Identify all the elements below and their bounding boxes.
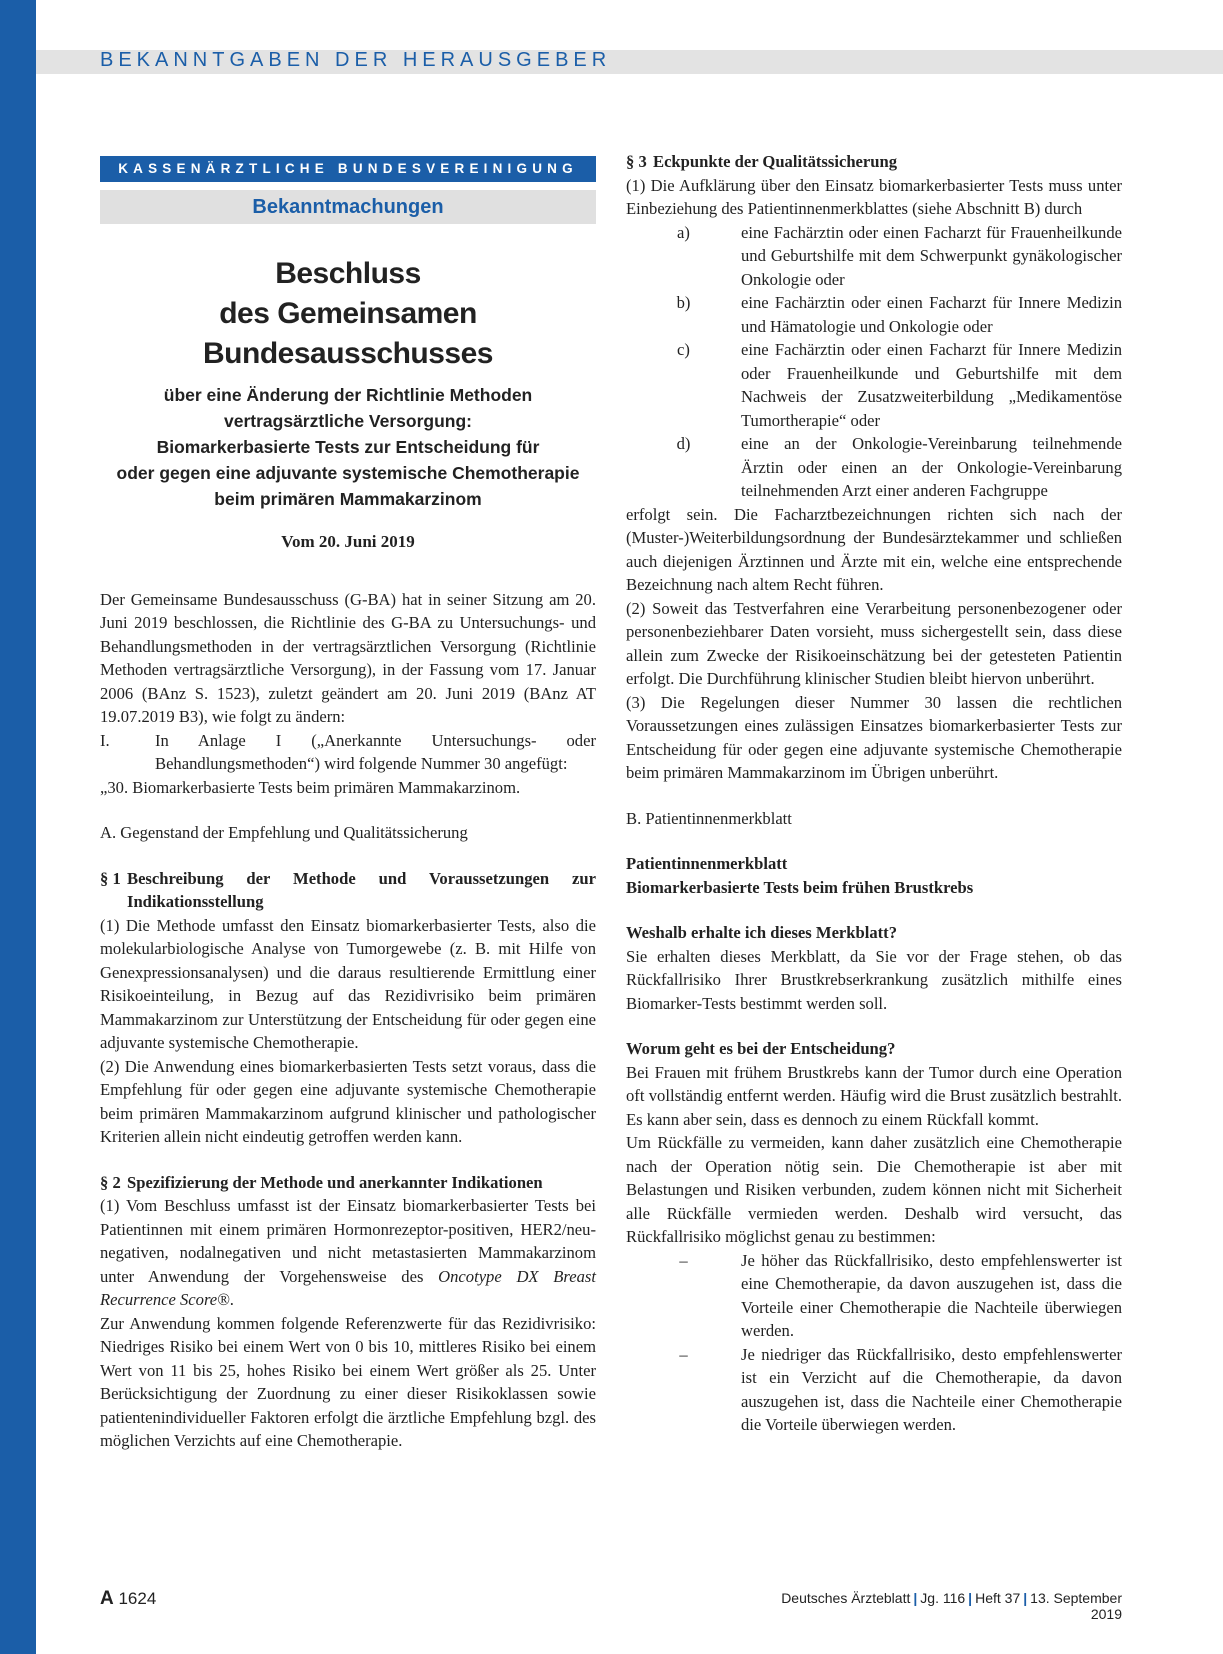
answer-2-paragraph-2: Um Rückfälle zu vermeiden, kann daher zusätzlich eine Chemotherapie nach der Operation nötig sein. Die Chemotherapie ist aber mit Belastungen und Risiken verbunden, zudem können nicht mit Sicherheit alle Rückfälle vermieden werden. Deshalb wird versucht, das Rückfallrisiko möglichst genau zu bestimmen: [626, 1133, 1122, 1246]
s3-paragraph-1-end: erfolgt sein. Die Facharztbezeichnungen richten sich nach der (Muster-)Weiterbildungsordnung der Bundesärztekammer und schließen auch diejenigen Ärztinnen und Ärzte mit ein, welche eine entsprechende Bezeichnung nach altem Recht führen. [626, 504, 1122, 594]
journal-volume: Jg. 116 [920, 1590, 966, 1606]
list-item-text: eine Fachärztin oder einen Facharzt für Frauenheilkunde und Geburtshilfe mit dem Schwerpunkt gynäkologischer Onkologie oder [741, 222, 1122, 289]
s3-paragraph-1: (1) Die Aufklärung über den Einsatz biomarkerbasierter Tests muss unter Einbeziehung des Patientinnenmerkblattes (siehe Abschnitt B) durch [626, 175, 1122, 218]
page-number-value: 1624 [118, 1589, 157, 1608]
bullet-item [626, 1343, 1122, 1437]
leaflet-title-2: Biomarkerbasierte Tests beim frühen Brustkrebs [626, 877, 974, 897]
subtitle-line: vertragsärztliche Versorgung: [224, 411, 472, 431]
s3-paragraph-2: (2) Soweit das Testverfahren eine Verarbeitung personenbezogener oder personenbeziehbarer Daten vorsieht, muss sichergestellt sein, dass diese allein zum Zwecke der Risikoeinschätzung bei der getesteten Patientin erfolgt. Die Durchführung klinischer Studien bleibt hiervon unberührt. [626, 598, 1122, 688]
amendment-text: In Anlage I („Anerkannte Untersuchungs- oder Behandlungsmethoden“) wird folgende Nummer 30 angefügt: [155, 730, 596, 773]
journal-issue: Heft 37 [975, 1590, 1021, 1606]
list-item-label: a) [677, 222, 690, 242]
s2-paragraph-2: Zur Anwendung kommen folgende Referenzwerte für das Rezidivrisiko: Niedriges Risiko bei einem Wert von 0 bis 10, mittleres Risiko bei einem Wert von 11 bis 25, hohes Risiko bei einem Wert größer als 25. Unter Berücksichtigung der Zuordnung zu einer dieser Risikoklassen sowie patientenindividueller Faktoren erfolgt die ärztliche Empfehlung bzgl. des möglichen Verzichts auf eine Chemotherapie. [100, 1313, 596, 1450]
section-header: BEKANNTGABEN DER HERAUSGEBER [100, 49, 612, 71]
list-item [626, 338, 1122, 432]
subtitle-line: Biomarkerbasierte Tests zur Entscheidung für [156, 437, 540, 457]
s2-label: § 2 [100, 1172, 121, 1192]
journal-date: 13. September 2019 [1030, 1590, 1122, 1622]
list-item [626, 291, 1122, 338]
section-banner: Bekanntmachungen [100, 190, 596, 224]
bullet-dash: – [679, 1250, 688, 1270]
test-name: Oncotype DX Breast Recurrence Score® [100, 1266, 596, 1309]
page-title [100, 254, 596, 374]
s3-label: § 3 [626, 152, 647, 171]
list-item-label: d) [676, 434, 691, 453]
title-line-2: des Gemeinsamen Bundesausschusses [203, 297, 493, 370]
subtitle [100, 382, 596, 512]
amendment-quote: „30. Biomarkerbasierte Tests beim primären Mammakarzinom. [100, 777, 521, 797]
list-item-label: c) [677, 340, 690, 359]
s2-paragraph-1-text: (1) Vom Beschluss umfasst ist der Einsatz biomarkerbasierter Tests bei Patientinnen mit einem primären Hormonrezeptor-positiven, HER2/neu-negativen, nodalnegativen und nicht metastasierten Mammakarzinom unter Anwendung der Vorgehensweise des [100, 1196, 596, 1286]
page-number [100, 1588, 156, 1610]
subtitle-line: beim primären Mammakarzinom [214, 489, 482, 509]
divider: | [1023, 1590, 1028, 1606]
bullet-dash: – [679, 1344, 688, 1364]
list-item-label: b) [676, 293, 691, 312]
question-2: Worum geht es bei der Entscheidung? [626, 1039, 896, 1058]
s3-paragraph-3: (3) Die Regelungen dieser Nummer 30 lassen die rechtlichen Voraussetzungen eines zulässigen Einsatzes biomarkerbasierter Tests zur Entscheidung für oder gegen eine adjuvante systemische Chemotherapie beim primären Mammakarzinom im Übrigen unberührt. [626, 692, 1122, 782]
list-item-text: eine Fachärztin oder einen Facharzt für Innere Medizin oder Frauenheilkunde und Geburtshilfe mit dem Nachweis der Zusatzweiterbildung „Medikamentöse Tumortherapie“ oder [741, 340, 1122, 430]
section-a-heading: A. Gegenstand der Empfehlung und Qualitätssicherung [100, 823, 468, 842]
divider: | [913, 1590, 918, 1606]
journal-name: Deutsches Ärzteblatt [781, 1590, 911, 1606]
answer-2-paragraph-1: Bei Frauen mit frühem Brustkrebs kann der Tumor durch eine Operation oft vollständig entfernt werden. Häufig wird die Brust zusätzlich bestrahlt. Es kann aber sein, dass es dennoch zu einem Rückfall kommt. [626, 1062, 1122, 1129]
subtitle-line: oder gegen eine adjuvante systemische Chemotherapie [116, 463, 580, 483]
s2-paragraph-1-end: . [229, 1290, 234, 1309]
s3-title: Eckpunkte der Qualitätssicherung [653, 152, 898, 171]
leaflet-title-1: Patientinnenmerkblatt [626, 854, 788, 873]
answer-1: Sie erhalten dieses Merkblatt, da Sie vor der Frage stehen, ob das Rückfallrisiko Ihrer Brustkrebserkrankung zusätzlich mithilfe eines Biomarker-Tests bestimmt werden soll. [626, 946, 1122, 1013]
right-column [626, 150, 1122, 1437]
divider: | [968, 1590, 973, 1606]
title-line-1: Beschluss [275, 257, 421, 290]
s1-paragraph-1: (1) Die Methode umfasst den Einsatz biomarkerbasierter Tests, also die molekularbiologische Analyse von Tumorgewebe (z. B. mit Hilfe von Genexpressionsanalysen) und die daraus resultierende Ermittlung einer Risikoeinteilung, in Bezug auf das Rezidivrisiko beim primären Mammakarzinom zur Unterstützung der Entscheidung für oder gegen eine adjuvante systemische Chemotherapie. [100, 915, 596, 1052]
section-b-heading: B. Patientinnenmerkblatt [626, 808, 792, 828]
list-item-text: eine an der Onkologie-Vereinbarung teilnehmende Ärztin oder einen an der Onkologie-Vereinbarung teilnehmenden Arzt einer anderen Fachgruppe [741, 434, 1122, 500]
amendment-item [100, 729, 596, 776]
amendment-label: I. [100, 730, 110, 750]
s3-heading [626, 150, 1122, 174]
resolution-date: Vom 20. Juni 2019 [281, 532, 415, 551]
org-banner: KASSENÄRZTLICHE BUNDESVEREINIGUNG [100, 156, 596, 182]
s1-paragraph-2: (2) Die Anwendung eines biomarkerbasierten Tests setzt voraus, dass die Empfehlung für oder gegen eine adjuvante systemische Chemotherapie beim primären Mammakarzinom aufgrund klinischer und pathologischer Kriterien allein nicht eindeutig getroffen werden kann. [100, 1056, 596, 1146]
bullet-text: Je höher das Rückfallrisiko, desto empfehlenswerter ist eine Chemotherapie, da davon auszugehen ist, dass die Vorteile einer Chemotherapie die Nachteile überwiegen werden. [741, 1250, 1122, 1340]
list-item [626, 221, 1122, 292]
s2-paragraph-1 [100, 1194, 596, 1312]
intro-paragraph: Der Gemeinsame Bundesausschuss (G-BA) hat in seiner Sitzung am 20. Juni 2019 beschlossen, die Richtlinie des G-BA zu Untersuchungs- und Behandlungsmethoden in der vertragsärztlichen Versorgung (Richtlinie Methoden vertragsärztliche Versorgung), in der Fassung vom 17. Januar 2006 (BAnz S. 1523), zuletzt geändert am 20. Juni 2019 (BAnz AT 19.07.2019 B3), wie folgt zu ändern: [100, 589, 596, 726]
bullet-item [626, 1249, 1122, 1343]
journal-citation [776, 1590, 1122, 1622]
s1-label: § 1 [100, 868, 121, 888]
s2-title: Spezifizierung der Methode und anerkannter Indikationen [127, 1172, 543, 1192]
s2-heading [100, 1171, 596, 1195]
list-item [626, 432, 1122, 503]
list-item-text: eine Fachärztin oder einen Facharzt für Innere Medizin und Hämatologie und Onkologie oder [741, 293, 1122, 336]
s1-title: Beschreibung der Methode und Voraussetzungen zur Indikationsstellung [127, 868, 596, 911]
s1-heading [100, 867, 596, 914]
question-1: Weshalb erhalte ich dieses Merkblatt? [626, 923, 898, 942]
bullet-text: Je niedriger das Rückfallrisiko, desto empfehlenswerter ist ein Verzicht auf die Chemotherapie, da davon auszugehen ist, dass die Nachteile einer Chemotherapie die Vorteile überwiegen werden. [741, 1344, 1122, 1434]
subtitle-line: über eine Änderung der Richtlinie Methoden [163, 385, 533, 405]
left-column [100, 156, 596, 1453]
left-accent-bar [0, 0, 36, 1654]
page-prefix: A [100, 1588, 114, 1609]
